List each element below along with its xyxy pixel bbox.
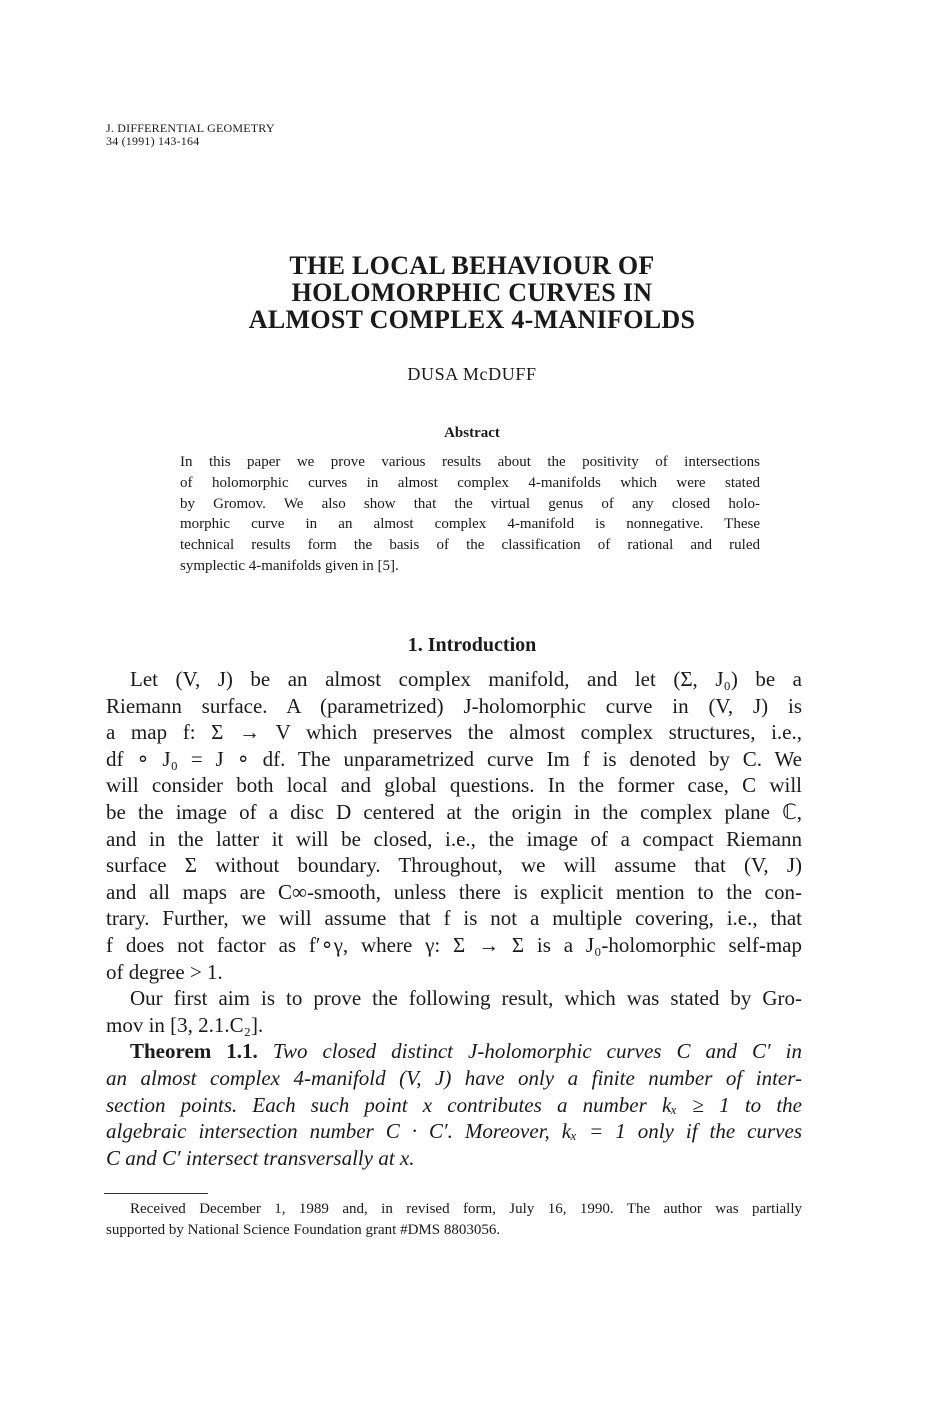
theorem-line-wrap (106, 1065, 802, 1092)
body-line: Riemann surface. A (parametrized) J-holomorphic curve in (V, J) is (106, 693, 802, 718)
section-body (106, 666, 802, 1171)
body-line: and all maps are C∞-smooth, unless there is explicit mention to the con- (106, 879, 802, 904)
footnote-line: Received December 1, 1989 and, in revised form, July 16, 1990. The author was partially (130, 1201, 802, 1217)
body-line: be the image of a disc D centered at the origin in the complex plane ℂ, (106, 799, 802, 824)
body-line: of degree > 1. (106, 959, 223, 984)
theorem-line: section points. Each such point x contributes a number kₓ ≥ 1 to the (106, 1092, 802, 1117)
abstract-line: In this paper we prove various results about the positivity of intersections (180, 454, 760, 470)
abstract-line: by Gromov. We also show that the virtual genus of any closed holo- (180, 495, 760, 512)
body-line: Our first aim is to prove the following result, which was stated by Gro- (130, 986, 802, 1011)
theorem-first-line (106, 1038, 802, 1065)
title-line: ALMOST COMPLEX 4-MANIFOLDS (248, 305, 696, 334)
journal-name: J. DIFFERENTIAL GEOMETRY (106, 121, 275, 135)
theorem-line-wrap (106, 1092, 802, 1119)
body-line: and in the latter it will be closed, i.e., the image of a compact Riemann (106, 826, 802, 851)
theorem-line: algebraic intersection number C · C′. Moreover, kₓ = 1 only if the curves (106, 1119, 802, 1144)
abstract-line: morphic curve in an almost complex 4-manifold is nonnegative. These (180, 516, 760, 533)
footnote-line: supported by National Science Foundation grant #DMS 8803056. (106, 1222, 501, 1238)
theorem-line: Two closed distinct J-holomorphic curves C and C′ in (272, 1039, 803, 1064)
abstract-heading: Abstract (444, 425, 500, 441)
footnote-rule (104, 1193, 208, 1194)
abstract-line: of holomorphic curves in almost complex 4-manifolds which were stated (180, 474, 760, 491)
body-line: will consider both local and global questions. In the former case, C will (106, 773, 802, 798)
footnote (106, 1199, 802, 1241)
abstract-line: technical results form the basis of the classification of rational and ruled (180, 537, 760, 554)
theorem-line-wrap (106, 1118, 802, 1145)
body-line: f does not factor as f′∘γ, where γ: Σ → Σ is a J₀-holomorphic self-map (106, 932, 802, 957)
theorem-line: an almost complex 4-manifold (V, J) have only a finite number of inter- (106, 1065, 802, 1090)
title-line: HOLOMORPHIC CURVES IN (291, 278, 653, 307)
abstract-line: symplectic 4-manifolds given in [5]. (180, 557, 399, 574)
body-line: trary. Further, we will assume that f is not a multiple covering, i.e., that (106, 906, 802, 931)
body-line: mov in [3, 2.1.C₂]. (106, 1012, 264, 1037)
body-line: df ∘ J₀ = J ∘ df. The unparametrized curve Im f is denoted by C. We (106, 746, 802, 771)
body-line: a map f: Σ → V which preserves the almost complex structures, i.e., (106, 720, 802, 745)
journal-header (106, 122, 275, 148)
theorem-label: Theorem 1.1. (130, 1039, 258, 1064)
body-line: surface Σ without boundary. Throughout, we will assume that (V, J) (106, 853, 802, 878)
title-line: THE LOCAL BEHAVIOUR OF (289, 251, 655, 280)
theorem-line-wrap (106, 1145, 802, 1172)
body-line: Let (V, J) be an almost complex manifold, and let (Σ, J₀) be a (130, 667, 802, 691)
abstract-text (180, 452, 760, 577)
theorem-line: C and C′ intersect transversally at x. (106, 1145, 415, 1170)
author-name: DUSA McDUFF (407, 364, 537, 384)
journal-citation: 34 (1991) 143-164 (106, 134, 200, 148)
section-heading: 1. Introduction (407, 634, 537, 656)
paper-title (0, 252, 944, 333)
